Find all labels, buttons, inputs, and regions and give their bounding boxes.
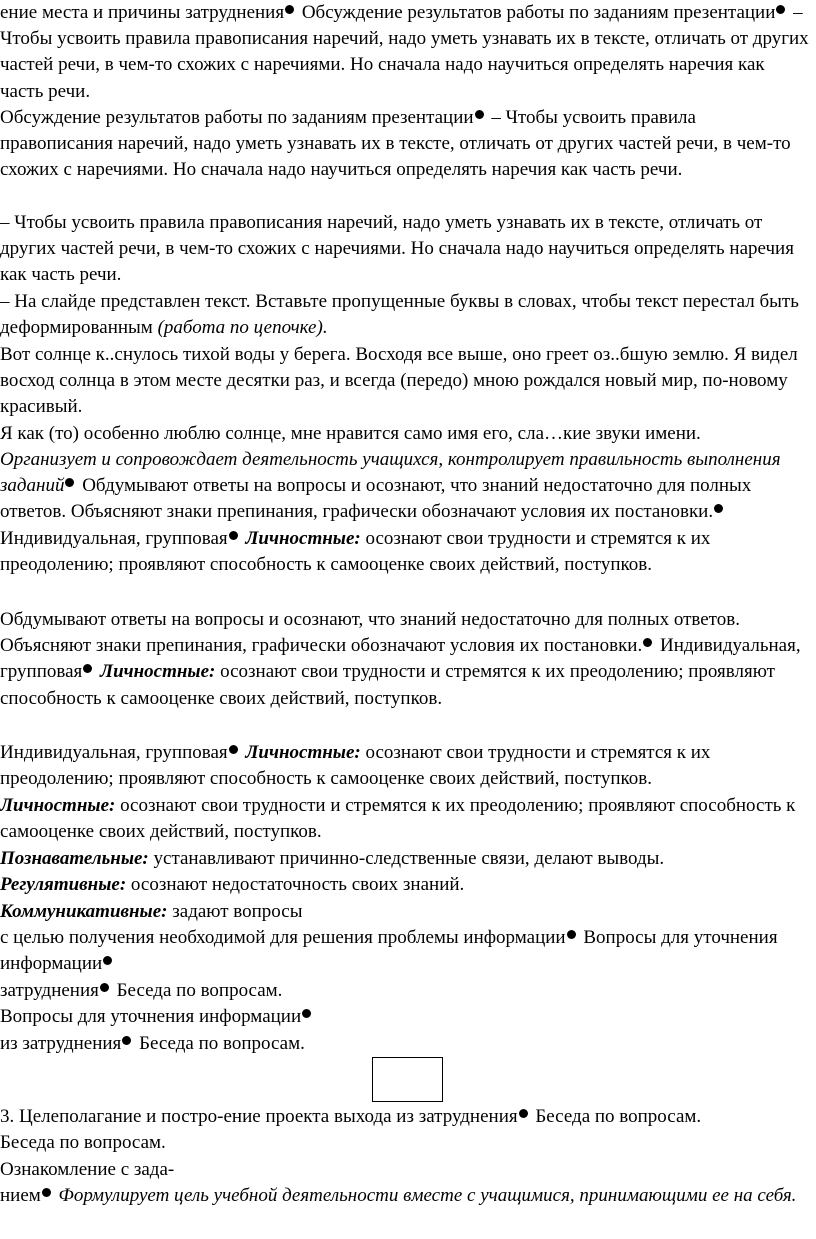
text: устанавливают причинно-следственные связи, делают выводы. [148,848,665,869]
paragraph-6: Я как (то) особенно люблю солнце, мне нравится само имя его, сла…кие звуки имени. [0,423,701,444]
text: Беседа по вопросам. [134,1033,305,1054]
text: осознают свои трудности и стремятся к их преодолению; проявляют способность к самооценке своих действий, поступков. [0,661,775,709]
bullet-icon [475,110,484,119]
text: Обсуждение результатов работы по заданиям презентации [297,2,776,23]
bold-label: Личностные: [240,742,361,763]
bullet-icon [229,745,238,754]
bullet-icon [42,1188,51,1197]
bold-label: Регулятивные: [0,874,127,895]
paragraph-19: Беседа по вопросам. [0,1132,166,1153]
text: 3. Целеполагание и постро-ение проекта выхода из затруднения [0,1106,518,1127]
text: Индивидуальная, групповая [0,635,801,683]
text: – Чтобы усвоить правила правописания наречий, надо уметь узнавать их в тексте, отличать от других частей речи, в чем-то схожих с наречиями. Но сначала надо научиться определять наречия как часть речи. [0,107,791,181]
paragraph-3: – Чтобы усвоить правила правописания наречий, надо уметь узнавать их в тексте, отличать от других частей речи, в чем-то схожих с наречиями. Но сначала надо научиться определять наречия как часть речи. [0,212,794,286]
paragraph-17 [0,1031,812,1057]
bullet-icon [714,504,723,513]
text: ение места и причины затруднения [0,2,285,23]
text: Обдумывают ответы на вопросы и осознают, что знаний недостаточно для полных ответов. Объясняют знаки препинания, графически обозначают условия их постановки. [0,609,740,657]
bold-label: Личностные: [240,527,361,549]
text: Беседа по вопросам. [111,980,283,1001]
text: осознают свои трудности и стремятся к их преодолению; проявляют способность к самооценке своих действий, поступков. [0,742,711,790]
text: осознают свои трудности и стремятся к их преодолению; проявляют способность к самооценке своих действий, поступков. [0,795,796,843]
text: Беседа по вопросам. [530,1106,702,1127]
text: Вопросы для уточнения информации [0,927,778,975]
paragraph-8 [0,607,812,712]
paragraph-20: Ознакомление с зада- [0,1159,175,1180]
bullet-icon [776,5,785,14]
paragraph-16 [0,1004,812,1030]
italic-text: Организует и сопровождает деятельность учащихся, контролирует правильность выполнения заданий [0,449,781,497]
bullet-icon [83,664,92,673]
paragraph-4 [0,289,812,341]
text: Индивидуальная, групповая [0,742,228,763]
paragraph-7 [0,447,812,578]
text: осознают свои трудности и стремятся к их преодолению; проявляют способность к самооценке своих действий, поступков. [0,527,711,575]
bullet-icon [643,638,652,647]
bullet-icon [519,1109,528,1118]
bullet-icon [122,1036,131,1045]
text: Индивидуальная, групповая [0,527,228,549]
bullet-icon [567,930,576,939]
paragraph-13 [0,899,812,925]
paragraph-2 [0,105,812,184]
text: Обдумывают ответы на вопросы и осознают, что знаний недостаточно для полных ответов. Объясняют знаки препинания, графически обозначают условия их постановки. [0,475,752,523]
bold-label: Личностные: [95,661,216,683]
italic-text: (работа по цепочке). [157,317,328,339]
paragraph-21 [0,1183,812,1209]
text: затруднения [0,980,99,1001]
bold-label: Коммуникативные: [0,901,168,922]
text: Вопросы для уточнения информации [0,1006,302,1027]
text: задают вопросы [167,901,303,922]
text: осознают недостаточность своих знаний. [126,874,465,895]
bullet-icon [229,531,238,540]
paragraph-18 [0,1104,812,1130]
bullet-icon [285,5,294,14]
bullet-icon [302,1009,311,1018]
paragraph-11 [0,846,812,872]
bullet-icon [103,956,112,965]
text: – На слайде представлен текст. Вставьте пропущенные буквы в словах, чтобы текст перестал быть деформированным [0,291,799,339]
text: Обсуждение результатов работы по заданиям презентации [0,107,474,128]
paragraph-1 [0,0,812,105]
text: с целью получения необходимой для решения проблемы информации [0,927,566,948]
text: нием [0,1185,41,1206]
paragraph-10 [0,793,812,845]
paragraph-15 [0,978,812,1004]
paragraph-9 [0,740,812,792]
text: – Чтобы усвоить правила правописания наречий, надо уметь узнавать их в тексте, отличать от других частей речи, в чем-то схожих с наречиями. Но сначала надо научиться определять наречия как часть речи. [0,2,809,102]
bold-label: Личностные: [0,795,116,816]
paragraph-12 [0,872,812,898]
paragraph-14 [0,925,812,977]
empty-frame [372,1057,443,1102]
bold-label: Познавательные: [0,848,149,869]
text: из затруднения [0,1033,122,1054]
bullet-icon [65,478,74,487]
italic-text: Формулирует цель учебной деятельности вместе с учащимися, принимающими ее на себя. [53,1185,797,1206]
paragraph-5: Вот солнце к..снулось тихой воды у берега. Восходя все выше, оно греет оз..бшую землю. Я видел восход солнца в этом месте десятки раз, и всегда (передо) мною рождался новый мир, по-новому красивый. [0,344,798,418]
bullet-icon [100,983,109,992]
